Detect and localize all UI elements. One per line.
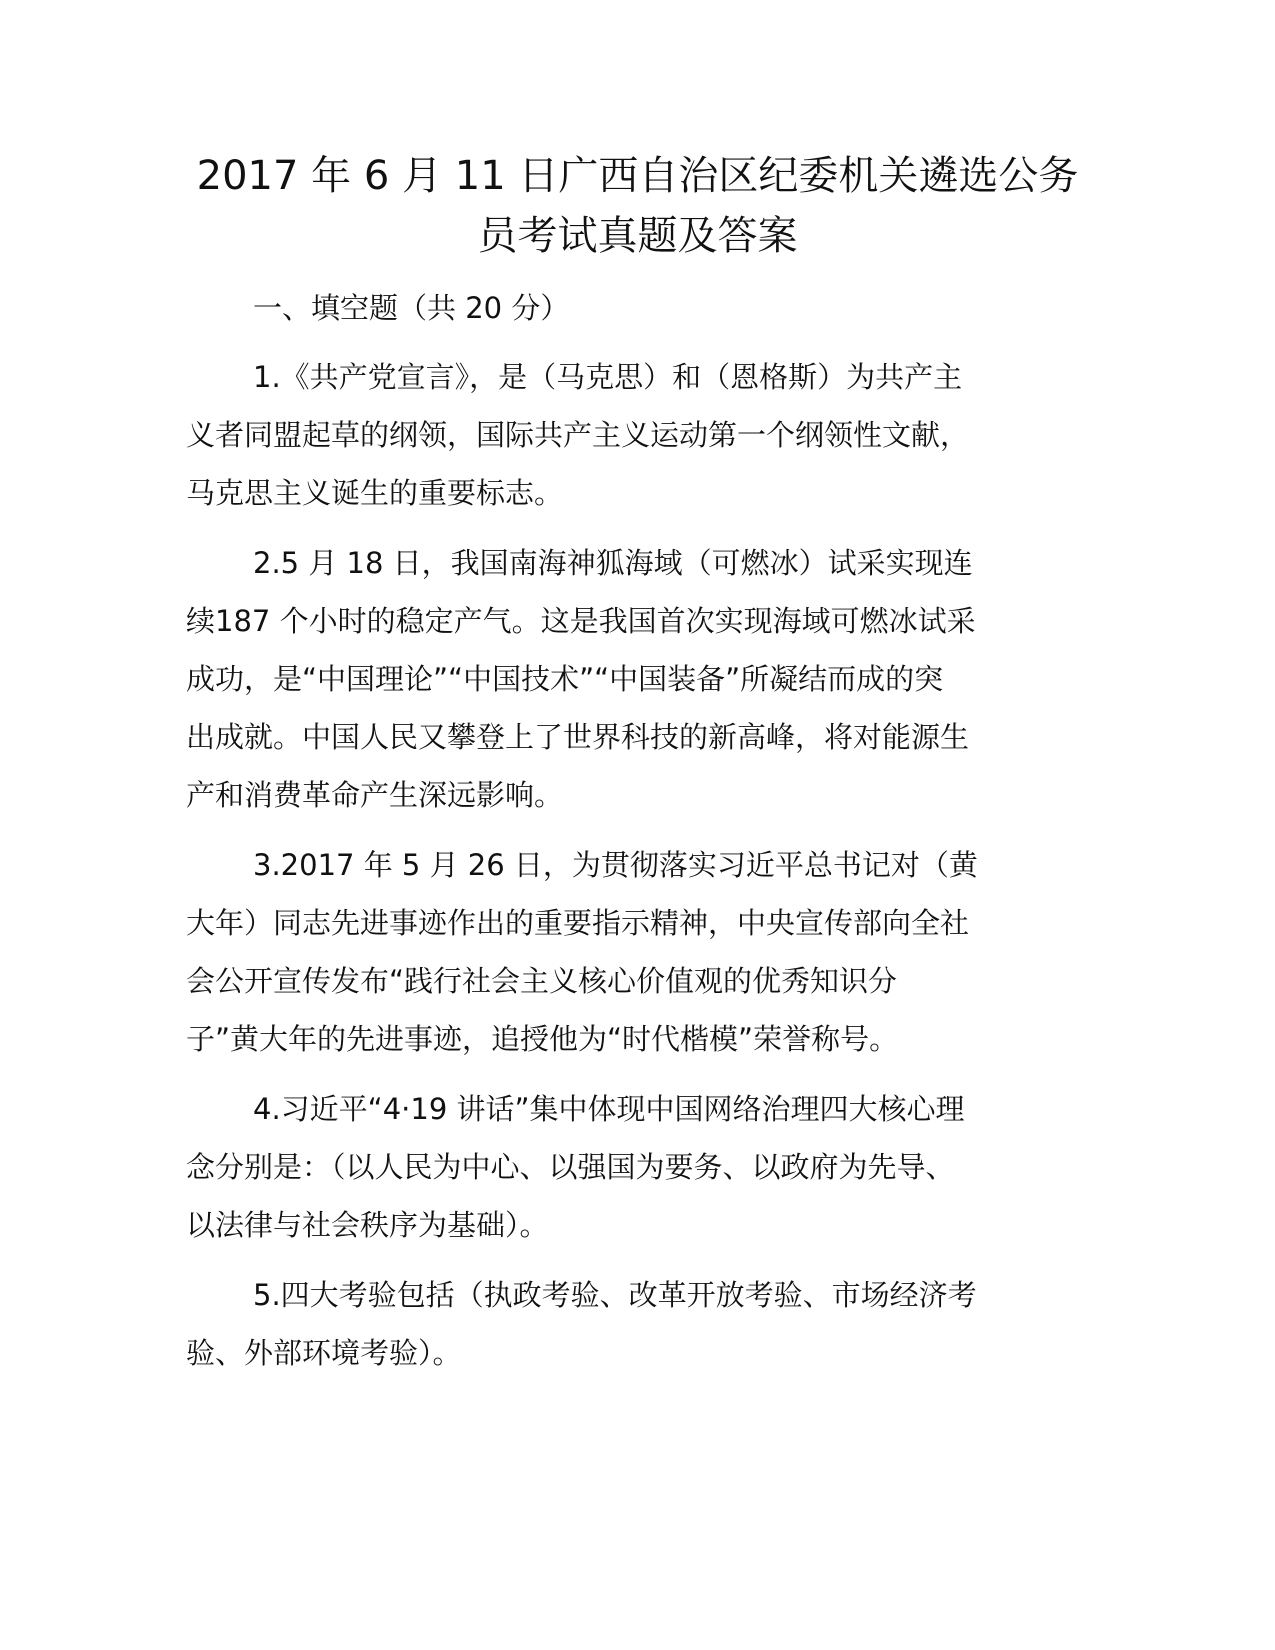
- question-5: [186, 1266, 1089, 1382]
- question-4-line-2: 念分别是：（以人民为中心、以强国为要务、以政府为先导、: [186, 1150, 955, 1184]
- question-2: [186, 534, 1089, 824]
- question-3-line-2: 大年）同志先进事迹作出的重要指示精神，中央宣传部向全社: [186, 906, 970, 940]
- question-1: [186, 348, 1089, 522]
- title-line-2: 员考试真题及答案: [477, 213, 798, 259]
- question-3-line-1: 3.2017 年 5 月 26 日，为贯彻落实习近平总书记对（黄: [253, 848, 978, 882]
- question-1-line-2: 义者同盟起草的纲领，国际共产主义运动第一个纲领性文献，: [186, 418, 970, 452]
- question-5-line-2: 验、外部环境考验）。: [186, 1336, 462, 1370]
- question-2-line-4: 出成就。中国人民又攀登上了世界科技的新高峰，将对能源生: [186, 720, 970, 754]
- question-2-line-5: 产和消费革命产生深远影响。: [186, 778, 564, 812]
- document-page: [186, 146, 1089, 1382]
- question-4-line-3: 以法律与社会秩序为基础）。: [186, 1208, 549, 1242]
- question-3-line-4: 子”黄大年的先进事迹，追授他为“时代楷模”荣誉称号。: [186, 1022, 899, 1056]
- question-4: [186, 1080, 1089, 1254]
- page-title: [186, 146, 1089, 266]
- question-5-line-1: 5.四大考验包括（执政考验、改革开放考验、市场经济考: [253, 1278, 977, 1312]
- question-3: [186, 836, 1089, 1068]
- question-2-line-1: 2.5 月 18 日，我国南海神狐海域（可燃冰）试采实现连: [253, 546, 973, 580]
- title-line-1: 2017 年 6 月 11 日广西自治区纪委机关遴选公务: [196, 153, 1079, 199]
- question-2-line-3: 成功，是“中国理论”“中国技术”“中国装备”所凝结而成的突: [186, 662, 944, 696]
- question-1-line-1: 1.《共产党宣言》，是（马克思）和（恩格斯）为共产主: [253, 360, 963, 394]
- question-4-line-1: 4.习近平“4·19 讲话”集中体现中国网络治理四大核心理: [253, 1092, 965, 1126]
- question-2-line-2: 续187 个小时的稳定产气。这是我国首次实现海域可燃冰试采: [186, 604, 976, 638]
- question-3-line-3: 会公开宣传发布“践行社会主义核心价值观的优秀知识分: [186, 964, 898, 998]
- section-heading: 一、填空题（共 20 分）: [253, 291, 570, 325]
- question-1-line-3: 马克思主义诞生的重要标志。: [186, 476, 564, 510]
